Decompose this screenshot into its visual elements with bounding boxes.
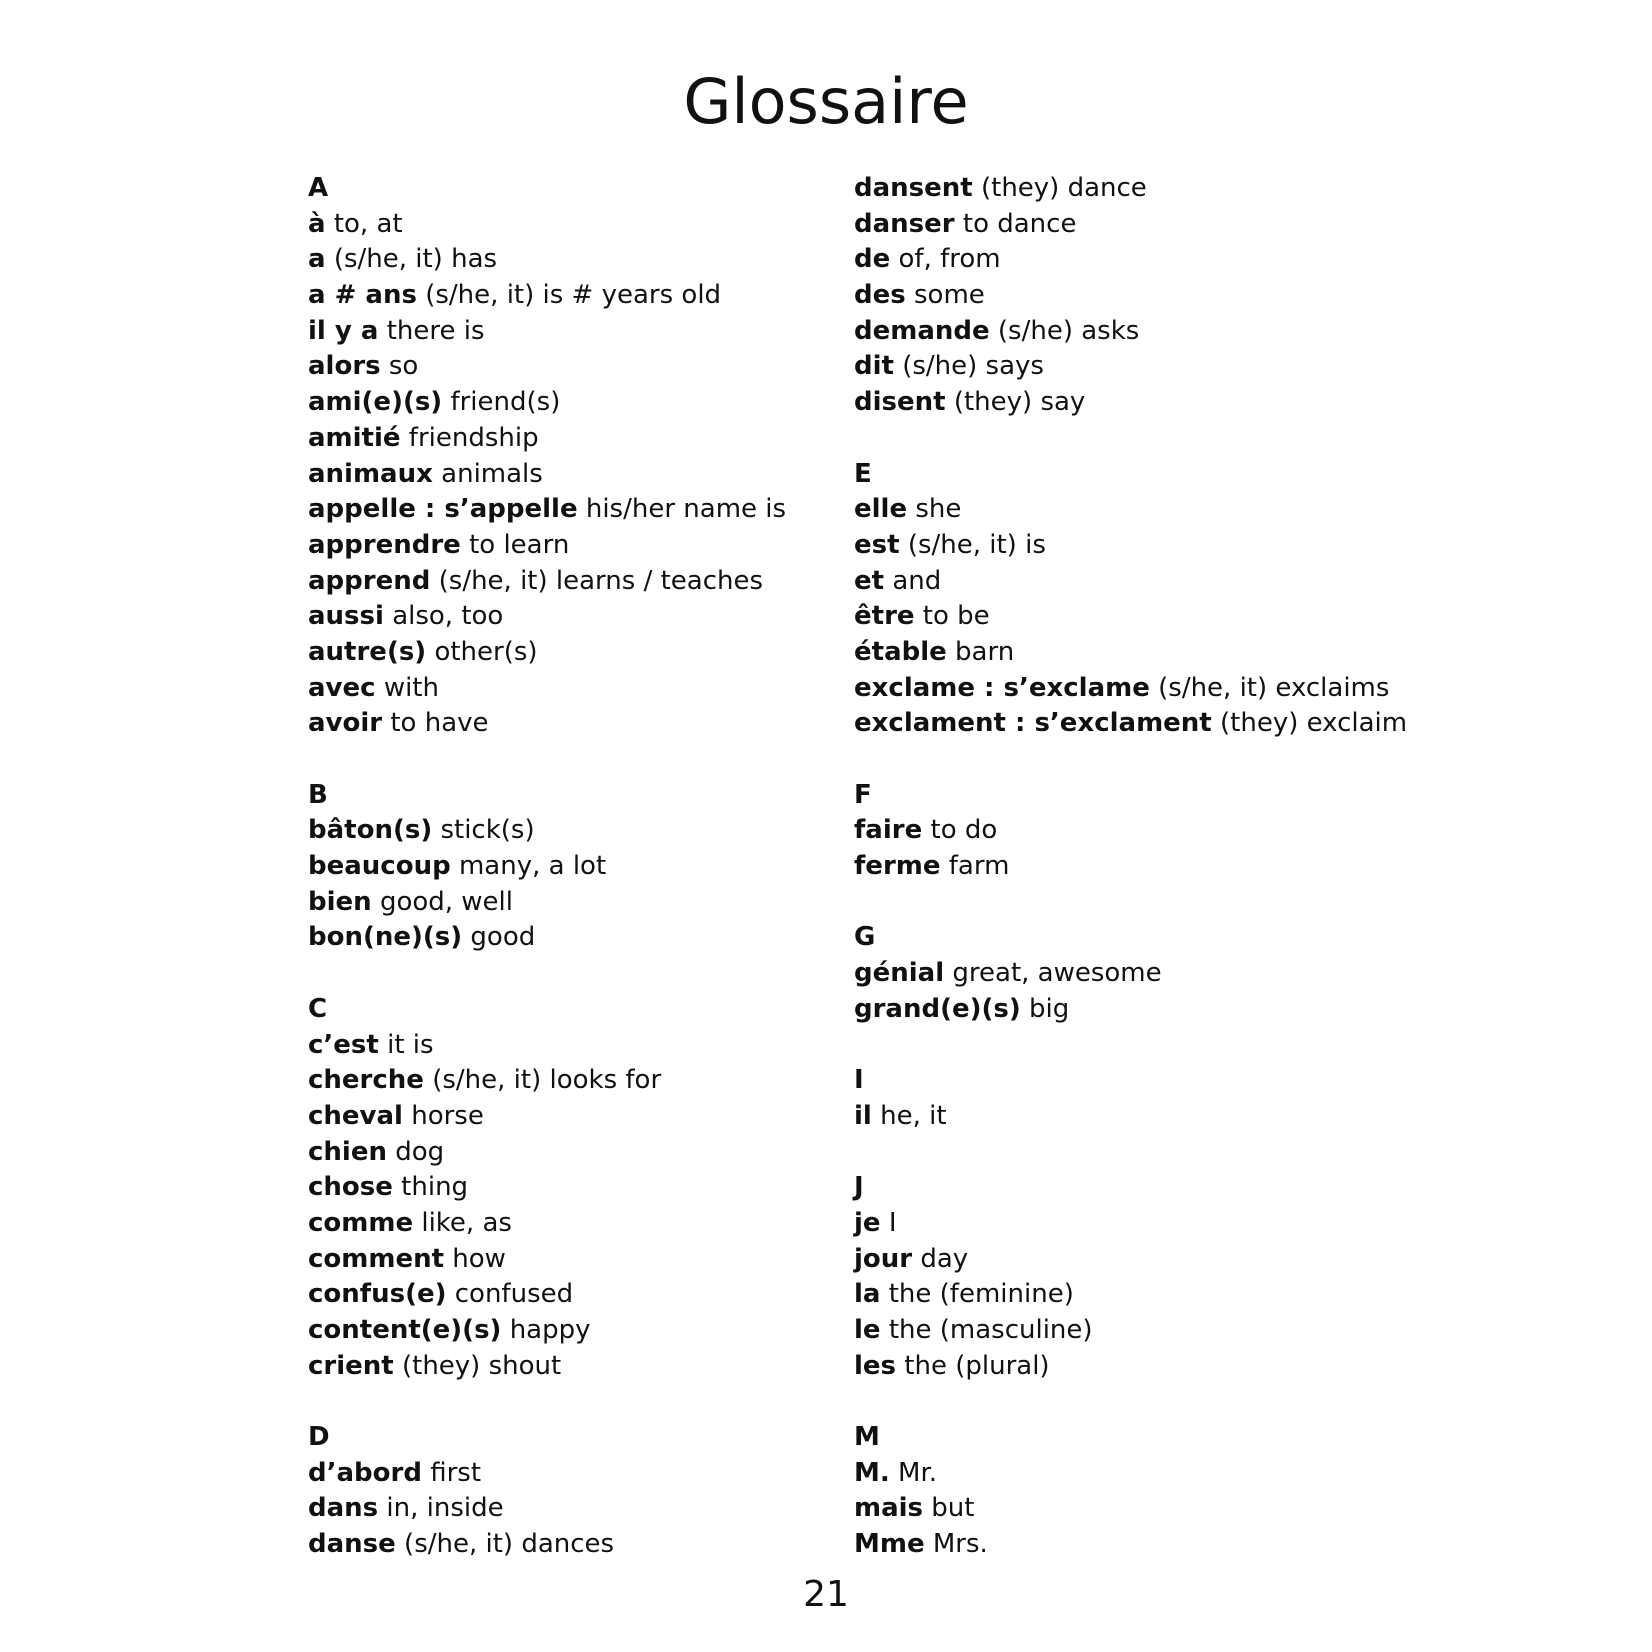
entry-term: amitié	[308, 422, 401, 453]
entry-definition: animals	[441, 458, 543, 489]
glossary-column-left	[308, 171, 808, 1563]
entry-term: je	[854, 1207, 881, 1238]
glossary-entry	[854, 849, 1394, 885]
entry-definition: friend(s)	[450, 387, 561, 418]
entry-definition: (s/he, it) has	[333, 244, 498, 275]
entry-term: exclame : s’exclame	[854, 672, 1150, 703]
entry-term: alors	[308, 351, 381, 382]
entry-term: bâton(s)	[308, 815, 433, 846]
entry-term: avoir	[308, 708, 383, 739]
entry-definition: the (feminine)	[888, 1279, 1074, 1310]
glossary-entry	[854, 599, 1394, 635]
entry-definition: and	[892, 565, 942, 596]
glossary-entry	[854, 242, 1394, 278]
entry-term: c’est	[308, 1029, 379, 1060]
entry-definition: the (plural)	[904, 1350, 1050, 1381]
glossary-entry	[308, 706, 808, 742]
entry-definition: she	[915, 494, 962, 525]
entry-term: être	[854, 601, 915, 632]
entry-term: aussi	[308, 601, 384, 632]
entry-definition: thing	[401, 1172, 469, 1203]
glossary-entry	[308, 278, 808, 314]
glossary-entry	[308, 1242, 808, 1278]
glossary-entry	[854, 671, 1394, 707]
entry-definition: his/her name is	[585, 494, 787, 525]
entry-definition: barn	[955, 636, 1015, 667]
entry-term: chose	[308, 1172, 393, 1203]
entry-definition: (s/he) says	[902, 351, 1044, 382]
entry-definition: also, too	[392, 601, 504, 632]
glossary-entry	[308, 1063, 808, 1099]
entry-term: il	[854, 1100, 872, 1131]
entry-term: les	[854, 1350, 897, 1381]
glossary-column-right	[854, 171, 1408, 1563]
entry-definition: with	[383, 672, 439, 703]
section-letter: B	[308, 779, 328, 810]
glossary-entry	[308, 599, 808, 635]
entry-definition: to have	[390, 708, 489, 739]
entry-definition: (they) exclaim	[1220, 708, 1408, 739]
entry-term: génial	[854, 958, 945, 989]
glossary-entry	[308, 920, 808, 956]
entry-term: avec	[308, 672, 376, 703]
glossary-entry	[854, 1456, 1394, 1492]
entry-term: exclament : s’exclament	[854, 708, 1212, 739]
glossary-entry	[854, 1313, 1394, 1349]
section-gap	[854, 1384, 1394, 1420]
entry-definition: to do	[930, 815, 998, 846]
glossary-entry	[308, 1170, 808, 1206]
entry-term: de	[854, 244, 891, 275]
entry-definition: some	[914, 280, 985, 311]
glossary-entry	[854, 635, 1394, 671]
entry-definition: to dance	[962, 208, 1077, 239]
glossary-entry	[308, 207, 808, 243]
entry-term: apprendre	[308, 529, 461, 560]
entry-definition: I	[888, 1207, 897, 1238]
entry-definition: so	[388, 351, 419, 382]
glossary-entry	[308, 457, 808, 493]
entry-definition: (they) shout	[401, 1350, 562, 1381]
entry-term: est	[854, 529, 900, 560]
glossary-entry	[308, 1349, 808, 1385]
glossary-entry	[854, 314, 1394, 350]
entry-definition: (s/he, it) looks for	[432, 1065, 662, 1096]
entry-term: crient	[308, 1350, 394, 1381]
entry-definition: confused	[454, 1279, 574, 1310]
entry-term: dit	[854, 351, 894, 382]
entry-term: le	[854, 1315, 881, 1345]
entry-definition: how	[452, 1243, 506, 1274]
section-gap	[308, 956, 808, 992]
section-letter: F	[854, 779, 872, 810]
glossary-entry	[308, 813, 808, 849]
entry-term: content(e)(s)	[308, 1315, 502, 1345]
glossary-entry	[308, 385, 808, 421]
section-letter: I	[854, 1065, 864, 1096]
entry-term: bien	[308, 886, 372, 917]
entry-term: M.	[854, 1457, 890, 1488]
entry-definition: good, well	[379, 886, 513, 917]
glossary-entry	[308, 528, 808, 564]
section-letter: M	[854, 1422, 880, 1453]
section-gap	[308, 742, 808, 778]
glossary-entry	[308, 1491, 808, 1527]
glossary-entry	[308, 1206, 808, 1242]
entry-definition: it is	[387, 1029, 434, 1060]
glossary-entry	[854, 1242, 1394, 1278]
entry-term: comment	[308, 1243, 445, 1274]
glossary-entry	[854, 956, 1394, 992]
section-gap	[854, 742, 1394, 778]
section-gap	[854, 885, 1394, 921]
entry-term: dansent	[854, 173, 973, 203]
entry-definition: stick(s)	[440, 815, 535, 846]
entry-term: animaux	[308, 458, 433, 489]
entry-definition: Mrs.	[932, 1529, 988, 1560]
page-title: Glossaire	[683, 65, 969, 138]
entry-definition: (s/he, it) dances	[404, 1529, 615, 1560]
entry-term: et	[854, 565, 885, 596]
entry-term: cherche	[308, 1065, 424, 1096]
entry-definition: (s/he) asks	[997, 315, 1140, 346]
glossary-entry	[308, 1277, 808, 1313]
entry-definition: but	[931, 1493, 975, 1524]
entry-definition: other(s)	[434, 636, 538, 667]
entry-definition: farm	[948, 851, 1010, 882]
glossary-entry	[308, 671, 808, 707]
entry-term: dans	[308, 1493, 379, 1524]
entry-term: à	[308, 208, 326, 239]
entry-term: danser	[854, 208, 955, 239]
glossary-entry	[308, 849, 808, 885]
glossary-entry	[308, 1456, 808, 1492]
entry-term: bon(ne)(s)	[308, 922, 463, 953]
entry-definition: first	[430, 1457, 482, 1488]
entry-term: cheval	[308, 1100, 403, 1131]
entry-term: chien	[308, 1136, 387, 1167]
entry-term: étable	[854, 636, 947, 667]
entry-definition: like, as	[421, 1207, 512, 1238]
glossary-entry	[308, 1313, 808, 1349]
entry-definition: to be	[922, 601, 990, 632]
entry-definition: of, from	[898, 244, 1001, 275]
entry-definition: to learn	[469, 529, 570, 560]
glossary-entry	[854, 992, 1394, 1028]
entry-term: elle	[854, 494, 908, 525]
entry-definition: (they) say	[953, 387, 1086, 418]
entry-definition: friendship	[408, 422, 539, 453]
entry-term: comme	[308, 1207, 414, 1238]
glossary-entry	[854, 1206, 1394, 1242]
section-gap	[854, 1135, 1394, 1171]
glossary-entry	[854, 207, 1394, 243]
entry-term: autre(s)	[308, 636, 427, 667]
glossary-entry	[854, 1491, 1394, 1527]
glossary-entry	[308, 492, 808, 528]
entry-term: appelle : s’appelle	[308, 494, 578, 525]
entry-term: beaucoup	[308, 851, 451, 882]
entry-definition: many, a lot	[458, 851, 607, 882]
entry-term: apprend	[308, 565, 431, 596]
section-gap	[854, 421, 1394, 457]
entry-definition: dog	[395, 1136, 445, 1167]
entry-definition: to, at	[333, 208, 403, 239]
glossary-entry	[854, 706, 1408, 742]
glossary-entry	[854, 564, 1394, 600]
entry-definition: (s/he, it) is	[907, 529, 1046, 560]
entry-definition: he, it	[880, 1100, 947, 1131]
glossary-entry	[854, 1099, 1394, 1135]
glossary-entry	[308, 421, 808, 457]
glossary-entry	[308, 1527, 808, 1563]
section-gap	[308, 1384, 808, 1420]
section-letter: E	[854, 458, 872, 489]
glossary-entry	[308, 1028, 808, 1064]
entry-term: demande	[854, 315, 990, 346]
entry-term: ami(e)(s)	[308, 387, 443, 418]
entry-term: confus(e)	[308, 1279, 447, 1310]
entry-term: ferme	[854, 851, 941, 882]
glossary-entry	[308, 1135, 808, 1171]
glossary-entry	[854, 1277, 1394, 1313]
glossary-entry	[308, 1099, 808, 1135]
entry-term: des	[854, 280, 906, 311]
glossary-entry	[854, 1349, 1394, 1385]
entry-definition: in, inside	[386, 1493, 504, 1524]
entry-term: grand(e)(s)	[854, 993, 1021, 1024]
glossary-entry	[308, 564, 808, 600]
entry-definition: big	[1029, 993, 1070, 1024]
entry-term: danse	[308, 1529, 396, 1560]
entry-term: a # ans	[308, 280, 417, 311]
section-gap	[854, 1028, 1394, 1064]
glossary-entry	[854, 385, 1394, 421]
entry-term: Mme	[854, 1529, 925, 1560]
section-letter: J	[854, 1172, 864, 1203]
entry-term: il y a	[308, 315, 379, 346]
glossary-entry	[854, 349, 1394, 385]
section-letter: A	[308, 173, 329, 203]
entry-term: mais	[854, 1493, 924, 1524]
glossary-entry	[854, 278, 1394, 314]
entry-definition: (they) dance	[980, 173, 1147, 203]
glossary-entry	[854, 1527, 1394, 1563]
entry-term: la	[854, 1279, 881, 1310]
glossary-entry	[854, 492, 1394, 528]
section-letter: D	[308, 1422, 330, 1453]
entry-definition: horse	[411, 1100, 484, 1131]
entry-term: disent	[854, 387, 946, 418]
glossary-entry	[308, 885, 808, 921]
entry-definition: good	[470, 922, 536, 953]
entry-term: jour	[854, 1243, 913, 1274]
entry-definition: (s/he, it) is # years old	[425, 280, 722, 311]
page-number: 21	[803, 1574, 849, 1615]
entry-term: d’abord	[308, 1457, 422, 1488]
entry-definition: happy	[509, 1315, 591, 1345]
entry-definition: there is	[386, 315, 485, 346]
glossary-entry	[308, 349, 808, 385]
entry-definition: (s/he, it) exclaims	[1158, 672, 1390, 703]
glossary-entry	[308, 635, 808, 671]
glossary-entry	[854, 528, 1394, 564]
section-letter: C	[308, 993, 328, 1024]
entry-definition: the (masculine)	[888, 1315, 1093, 1345]
entry-definition: great, awesome	[952, 958, 1162, 989]
entry-term: a	[308, 244, 326, 275]
section-letter: G	[854, 922, 876, 953]
entry-definition: day	[920, 1243, 969, 1274]
entry-definition: Mr.	[898, 1457, 938, 1488]
entry-definition: (s/he, it) learns / teaches	[438, 565, 764, 596]
entry-term: faire	[854, 815, 923, 846]
glossary-entry	[308, 314, 808, 350]
glossary-entry	[854, 171, 1394, 207]
glossary-entry	[854, 813, 1394, 849]
glossary-entry	[308, 242, 808, 278]
